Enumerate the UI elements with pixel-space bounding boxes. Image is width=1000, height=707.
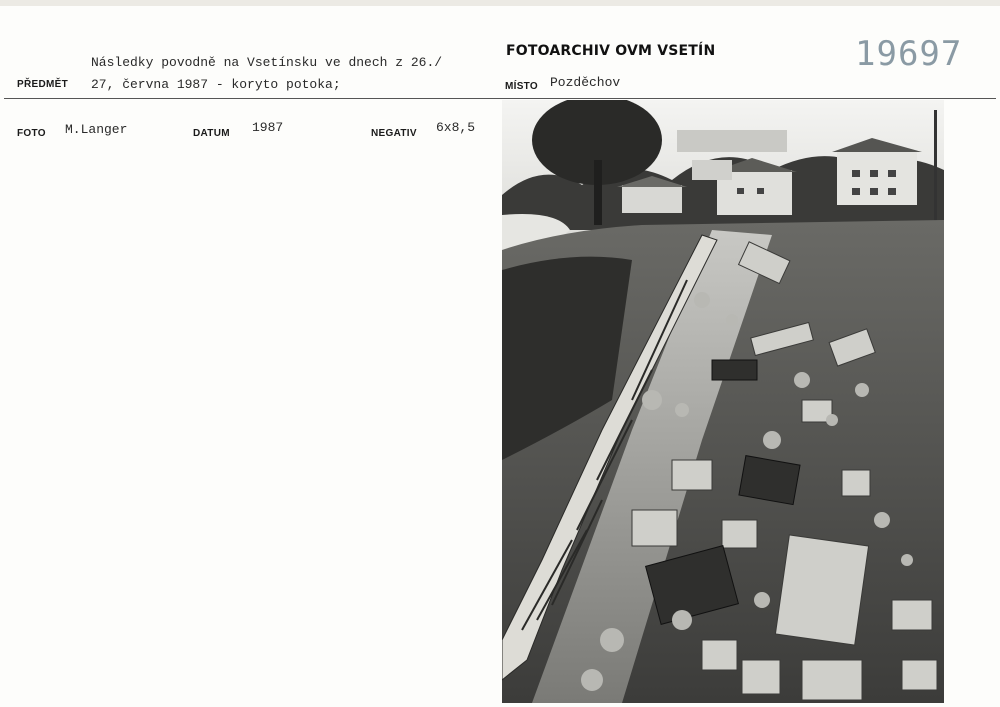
flood-damage-photo bbox=[502, 100, 944, 703]
subject-line-1: Následky povodně na Vsetínsku ve dnech z 26./ bbox=[91, 55, 443, 70]
subject-label: PŘEDMĚT bbox=[17, 79, 68, 90]
photographer-value: M.Langer bbox=[65, 122, 128, 137]
place-value: Pozděchov bbox=[550, 75, 621, 90]
card-top-edge bbox=[0, 0, 1000, 6]
negative-label: NEGATIV bbox=[371, 128, 417, 139]
date-label: DATUM bbox=[193, 128, 230, 139]
catalog-number: 19697 bbox=[855, 34, 963, 74]
negative-value: 6x8,5 bbox=[436, 120, 476, 135]
header-divider bbox=[4, 98, 996, 99]
place-label: MÍSTO bbox=[505, 81, 538, 92]
subject-line-2: 27, června 1987 - koryto potoka; bbox=[91, 77, 341, 92]
photo-label: FOTO bbox=[17, 128, 46, 139]
archive-name: FOTOARCHIV OVM VSETÍN bbox=[506, 43, 716, 59]
date-value: 1987 bbox=[252, 120, 284, 135]
